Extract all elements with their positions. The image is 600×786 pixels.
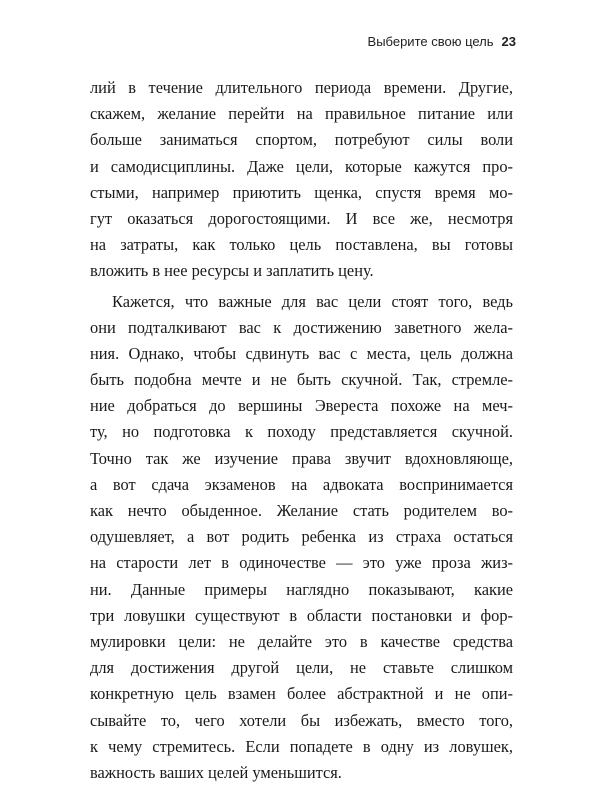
text-line: три ловушки существуют в области постановки и фор- [90, 603, 513, 629]
text-line: вложить в нее ресурсы и заплатить цену. [90, 258, 513, 284]
text-line: Кажется, что важные для вас цели стоят того, ведь [90, 289, 513, 315]
text-line: важность ваших целей уменьшится. [90, 760, 513, 786]
text-line: одушевляет, а вот родить ребенка из страха остаться [90, 524, 513, 550]
running-head [368, 34, 516, 49]
text-line: сывайте то, чего хотели бы избежать, вместо того, [90, 708, 513, 734]
text-line: а вот сдача экзаменов на адвоката воспринимается [90, 472, 513, 498]
text-line: гут оказаться дорогостоящими. И все же, несмотря [90, 206, 513, 232]
text-line: Точно так же изучение права звучит вдохновляюще, [90, 446, 513, 472]
text-line: для достижения другой цели, не ставьте слишком [90, 655, 513, 681]
text-line: как нечто обыденное. Желание стать родителем во- [90, 498, 513, 524]
text-line: конкретную цель взамен более абстрактной и не опи- [90, 681, 513, 707]
text-line: на старости лет в одиночестве — это уже проза жиз- [90, 550, 513, 576]
paragraph [90, 289, 513, 786]
text-line: мулировки цели: не делайте это в качестве средства [90, 629, 513, 655]
text-line: к чему стремитесь. Если попадете в одну из ловушек, [90, 734, 513, 760]
text-line: ту, но подготовка к походу представляется скучной. [90, 419, 513, 445]
text-line: они подталкивают вас к достижению заветного жела- [90, 315, 513, 341]
text-line: лий в течение длительного периода времени. Другие, [90, 75, 513, 101]
body-text [90, 75, 513, 786]
text-line: на затраты, как только цель поставлена, вы готовы [90, 232, 513, 258]
page-number: 23 [502, 34, 516, 49]
text-line: стыми, например приютить щенка, спустя время мо- [90, 180, 513, 206]
text-line: ние добраться до вершины Эвереста похоже на меч- [90, 393, 513, 419]
text-line: и самодисциплины. Даже цели, которые кажутся про- [90, 154, 513, 180]
text-line: быть подобна мечте и не быть скучной. Так, стремле- [90, 367, 513, 393]
text-line: ни. Данные примеры наглядно показывают, какие [90, 577, 513, 603]
paragraph [90, 75, 513, 285]
chapter-title: Выберите свою цель [368, 34, 494, 49]
text-line: больше заниматься спортом, потребуют силы воли [90, 127, 513, 153]
text-line: ния. Однако, чтобы сдвинуть вас с места, цель должна [90, 341, 513, 367]
text-line: скажем, желание перейти на правильное питание или [90, 101, 513, 127]
